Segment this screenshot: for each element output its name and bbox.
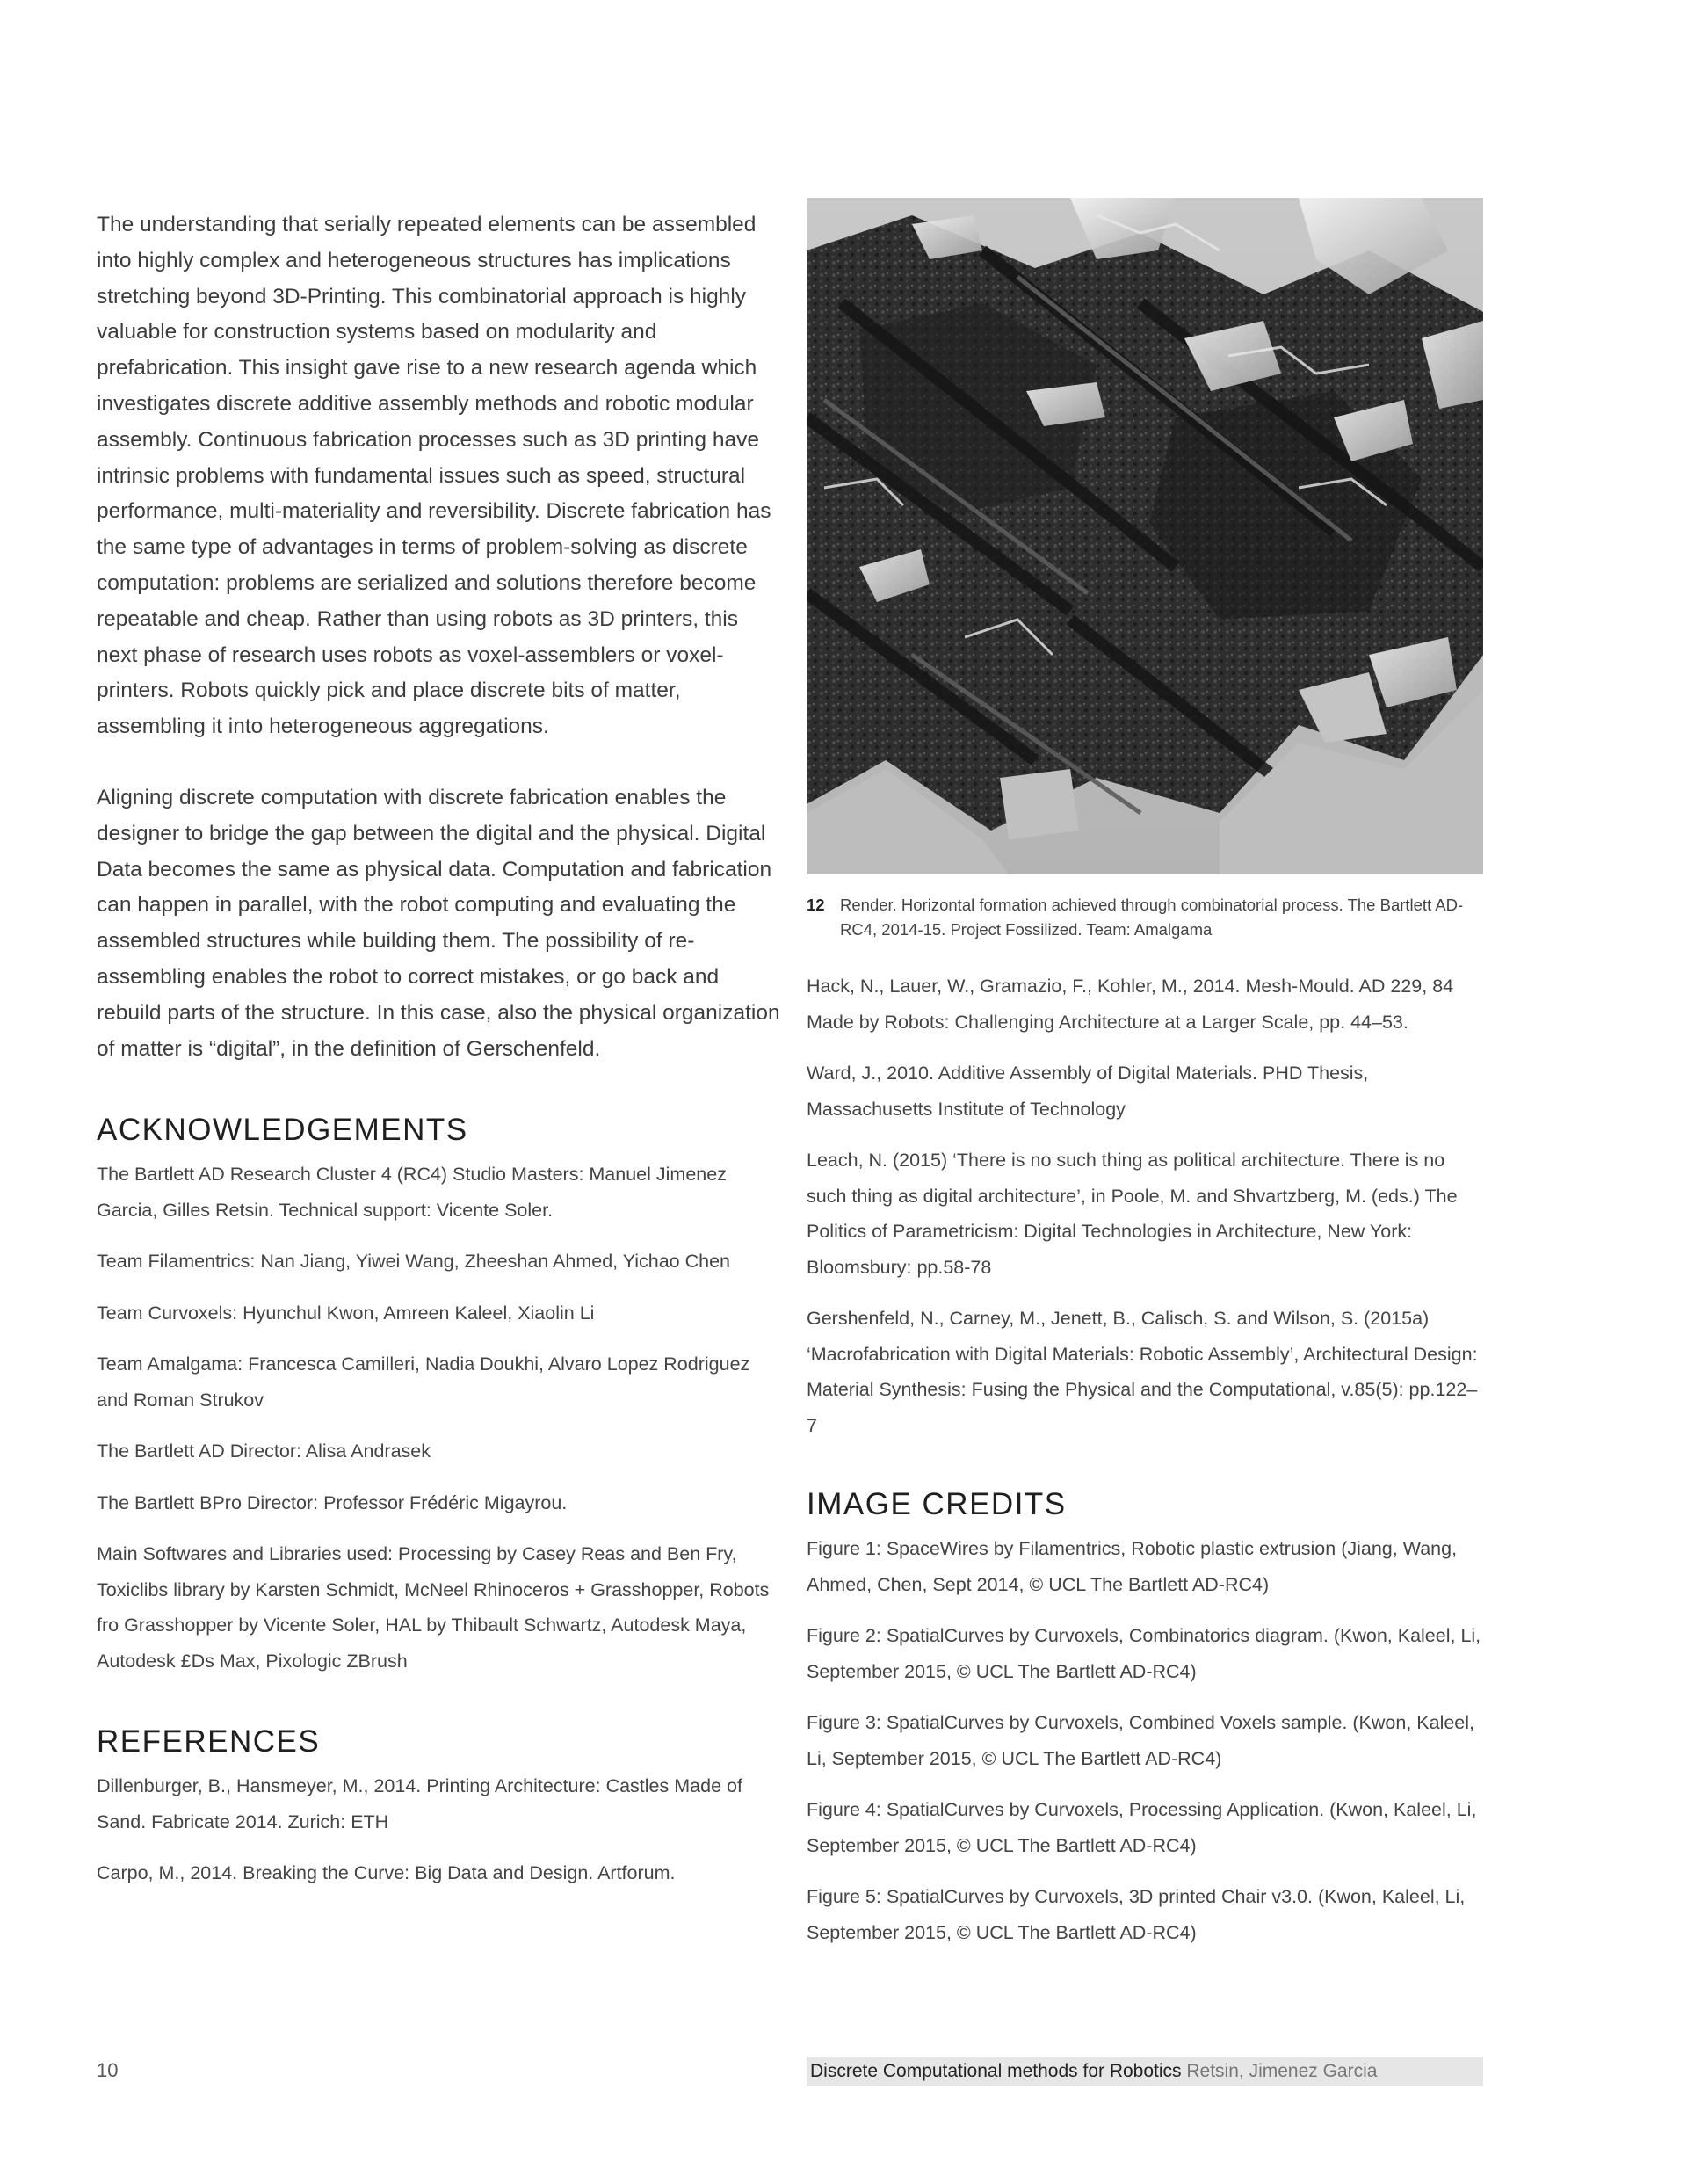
reference-item: Ward, J., 2010. Additive Assembly of Digital Materials. PHD Thesis, Massachusetts Institute of Technology bbox=[807, 1063, 1369, 1120]
acknowledgement-item: The Bartlett AD Director: Alisa Andrasek bbox=[97, 1440, 431, 1462]
references-list-right bbox=[807, 969, 1483, 1443]
article-authors: Retsin, Jimenez Garcia bbox=[1186, 2061, 1378, 2081]
figure-caption bbox=[807, 893, 1483, 942]
right-column bbox=[807, 198, 1483, 1950]
acknowledgement-item: Team Filamentrics: Nan Jiang, Yiwei Wang, Zheeshan Ahmed, Yichao Chen bbox=[97, 1251, 731, 1273]
acknowledgement-item: The Bartlett BPro Director: Professor Frédéric Migayrou. bbox=[97, 1491, 568, 1513]
running-footer bbox=[807, 2057, 1483, 2086]
image-credits-list bbox=[807, 1531, 1483, 1950]
acknowledgement-item: Team Amalgama: Francesca Camilleri, Nadia Doukhi, Alvaro Lopez Rodriguez and Roman Strukov bbox=[97, 1353, 750, 1411]
body-paragraph: The understanding that serially repeated elements can be assembled into highly complex and heterogeneous structures has implications stretching beyond 3D-Printing. This combinatorial approach is highly valuable for construction systems based on modularity and prefabrication. This insight gave rise to a new research agenda which investigates discrete additive assembly methods and robotic modular assembly. Continuous fabrication processes such as 3D printing have intrinsic problems with fundamental issues such as speed, structural performance, multi-materiality and reversibility. Discrete fabrication has the same type of advantages in terms of problem-solving as discrete computation: problems are serialized and solutions therefore become repeatable and cheap. Rather than using robots as 3D printers, this next phase of research uses robots as voxel-assemblers or voxel-printers. Robots quickly pick and place discrete bits of matter, assembling it into heterogeneous aggregations. bbox=[97, 213, 771, 739]
credit-item: Figure 3: SpatialCurves by Curvoxels, Combined Voxels sample. (Kwon, Kaleel, Li, September 2015, © UCL The Bartlett AD-RC4) bbox=[807, 1712, 1475, 1769]
references-list-left bbox=[97, 1768, 782, 1891]
article-title: Discrete Computational methods for Robotics bbox=[810, 2061, 1182, 2081]
body-paragraph: Aligning discrete computation with discrete fabrication enables the designer to bridge the gap between the digital and the physical. Digital Data becomes the same as physical data. Computation and fabrication can happen in parallel, with the robot computing and evaluating the assembled structures while building them. The possibility of re-assembling enables the robot to correct mistakes, or go back and rebuild parts of the structure. In this case, also the physical organization of matter is “digital”, in the definition of Gerschenfeld. bbox=[97, 785, 780, 1061]
reference-item: Gershenfeld, N., Carney, M., Jenett, B., Calisch, S. and Wilson, S. (2015a) ‘Macrofabrication with Digital Materials: Robotic Assembly’, Architectural Design: Material Synthesis: Fusing the Physical and the Computational, v.85(5): pp.122–7 bbox=[807, 1308, 1478, 1436]
acknowledgement-item: The Bartlett AD Research Cluster 4 (RC4) Studio Masters: Manuel Jimenez Garcia, Gilles Retsin. Technical support: Vicente Soler. bbox=[97, 1164, 727, 1221]
image-credits-heading: IMAGE CREDITS bbox=[807, 1487, 1067, 1521]
acknowledgements-heading: ACKNOWLEDGEMENTS bbox=[97, 1113, 468, 1148]
left-column bbox=[97, 207, 782, 1891]
reference-item: Leach, N. (2015) ‘There is no such thing as political architecture. There is no such thing as digital architecture’, in Poole, M. and Shvartzberg, M. (eds.) The Politics of Parametricism: Digital Technologies in Architecture, New York: Bloomsbury: pp.58-78 bbox=[807, 1150, 1458, 1278]
acknowledgement-item: Main Softwares and Libraries used: Processing by Casey Reas and Ben Fry, Toxiclibs library by Karsten Schmidt, McNeel Rhinoceros + Grasshopper, Robots fro Grasshopper by Vicente Soler, HAL by Thibault Schwartz, Autodesk Maya, Autodesk £Ds Max, Pixologic ZBrush bbox=[97, 1543, 770, 1672]
figure-number: 12 bbox=[807, 896, 825, 914]
page-number: 10 bbox=[97, 2059, 119, 2081]
credit-item: Figure 1: SpaceWires by Filamentrics, Robotic plastic extrusion (Jiang, Wang, Ahmed, Chen, Sept 2014, © UCL The Bartlett AD-RC4) bbox=[807, 1538, 1458, 1595]
reference-item: Carpo, M., 2014. Breaking the Curve: Big Data and Design. Artforum. bbox=[97, 1862, 676, 1884]
reference-item: Hack, N., Lauer, W., Gramazio, F., Kohler, M., 2014. Mesh-Mould. AD 229, 84 Made by Robots: Challenging Architecture at a Larger Scale, pp. 44–53. bbox=[807, 976, 1454, 1033]
reference-item: Dillenburger, B., Hansmeyer, M., 2014. Printing Architecture: Castles Made of Sand. Fabricate 2014. Zurich: ETH bbox=[97, 1775, 742, 1832]
figure-caption-text: Render. Horizontal formation achieved through combinatorial process. The Bartlett AD-RC4, 2014-15. Project Fossilized. Team: Amalgama bbox=[840, 896, 1464, 939]
acknowledgement-item: Team Curvoxels: Hyunchul Kwon, Amreen Kaleel, Xiaolin Li bbox=[97, 1302, 595, 1324]
render-image bbox=[807, 198, 1483, 874]
acknowledgements-list bbox=[97, 1157, 782, 1679]
credit-item: Figure 4: SpatialCurves by Curvoxels, Processing Application. (Kwon, Kaleel, Li, September 2015, © UCL The Bartlett AD-RC4) bbox=[807, 1799, 1477, 1856]
credit-item: Figure 5: SpatialCurves by Curvoxels, 3D printed Chair v3.0. (Kwon, Kaleel, Li, September 2015, © UCL The Bartlett AD-RC4) bbox=[807, 1886, 1466, 1943]
credit-item: Figure 2: SpatialCurves by Curvoxels, Combinatorics diagram. (Kwon, Kaleel, Li, September 2015, © UCL The Bartlett AD-RC4) bbox=[807, 1625, 1481, 1682]
references-heading: REFERENCES bbox=[97, 1724, 321, 1760]
